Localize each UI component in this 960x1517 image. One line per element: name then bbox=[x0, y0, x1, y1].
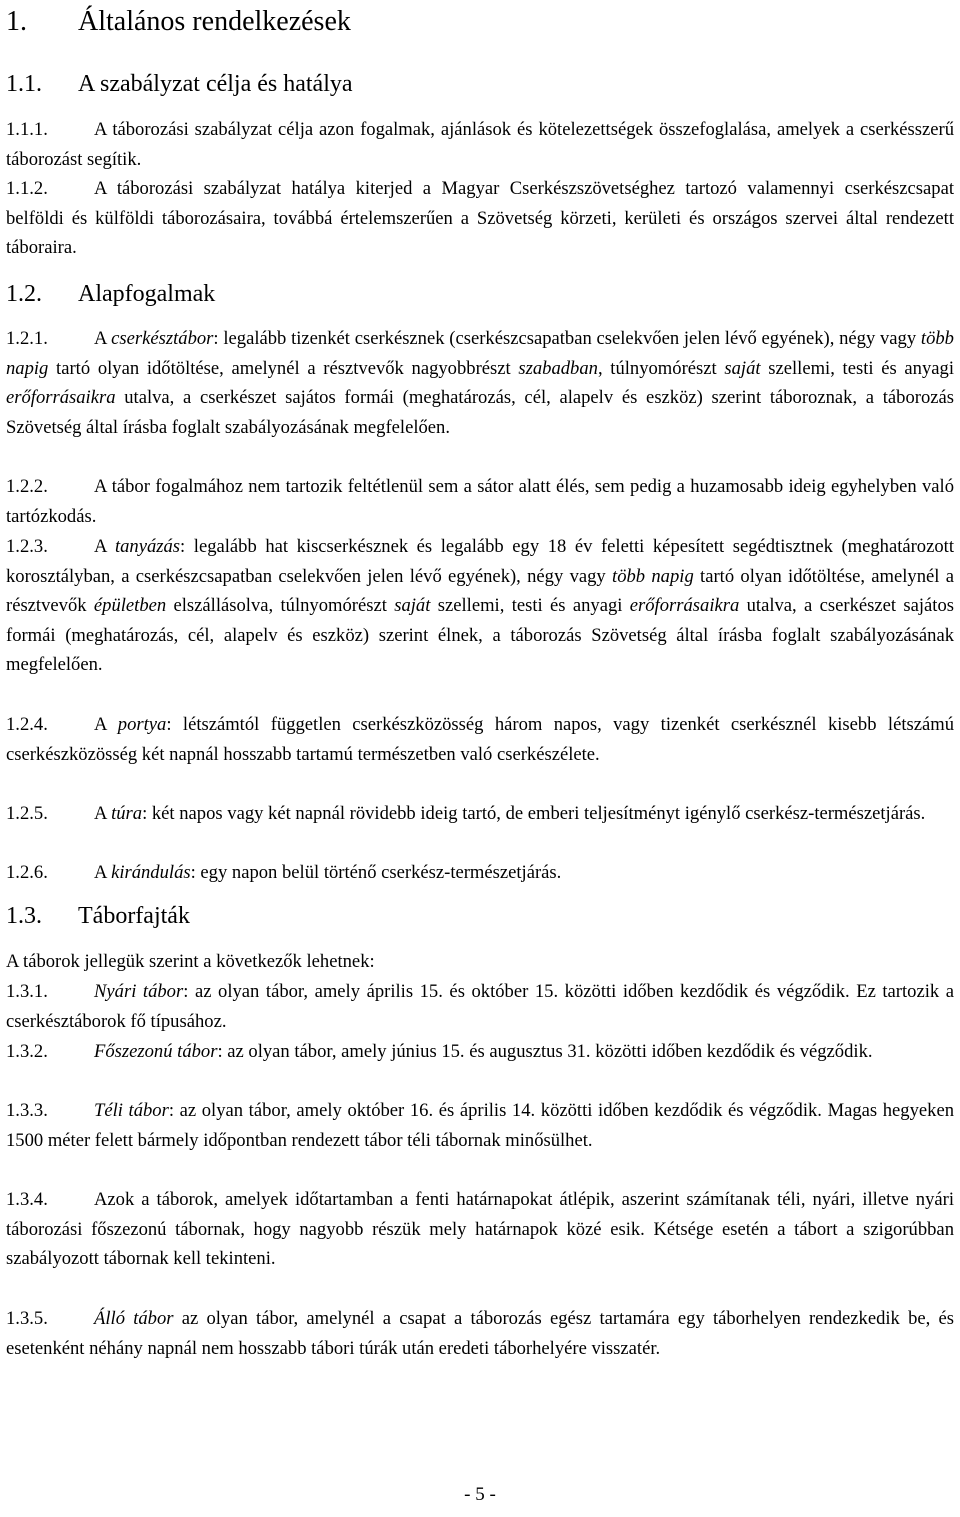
defined-term: kirándulás bbox=[111, 862, 191, 883]
paragraph-1-3-2 bbox=[6, 1037, 954, 1067]
paragraph-number: 1.3.4. bbox=[6, 1189, 48, 1210]
paragraph-number: 1.3.3. bbox=[6, 1100, 48, 1121]
section-title: Táborfajták bbox=[78, 903, 190, 929]
text-run: szellemi, testi és anyagi bbox=[760, 357, 954, 379]
section-title: Alapfogalmak bbox=[78, 281, 216, 307]
paragraph-number: 1.2.3. bbox=[6, 536, 48, 557]
emphasis: épületben bbox=[93, 595, 167, 617]
paragraph-1-2-5 bbox=[6, 799, 954, 829]
chapter-number: 1. bbox=[6, 6, 27, 37]
paragraph-number: 1.2.5. bbox=[6, 803, 48, 824]
paragraph-number: 1.2.4. bbox=[6, 714, 48, 735]
paragraph-text: Azok a táborok, amelyek időtartamban a fenti határnapokat átlépik, aszerint számítanak téli, nyári, illetve nyári táborozási főszezonú tábornak, hogy nagyobb részük mely határnapok közé esik. Kétsége esetén a tábort a szigorúbban szabályozott tábornak kell tekinteni. bbox=[6, 1189, 954, 1270]
section-heading-1-1 bbox=[6, 70, 353, 98]
paragraph-1-1-2 bbox=[6, 174, 954, 263]
section-heading-1-2 bbox=[6, 280, 215, 308]
section-number: 1.3. bbox=[6, 903, 42, 929]
text-run: : az olyan tábor, amely április 15. és október 15. közötti időben kezdődik és végződik. Ez tartozik a cserkésztáborok fő típusához. bbox=[6, 981, 955, 1032]
section-heading-1-3 bbox=[6, 902, 190, 930]
paragraph-1-3-5 bbox=[6, 1304, 954, 1363]
text-run: utalva, a cserkészet sajátos formái (meghatározás, cél, alapelv és eszköz) szerint élnek, a táborozás Szövetség által írásba foglalt szabályozásának megfelelően. bbox=[6, 595, 954, 676]
text-run: A bbox=[94, 536, 115, 557]
text-run: A bbox=[94, 803, 112, 824]
text-run: utalva, a cserkészet sajátos formái (meghatározás, cél, alapelv és eszköz) szerint táboroznak, a táborozás Szövetség által írásba foglalt szabályozásának megfelelően. bbox=[6, 387, 954, 438]
text-run: elszállásolva, túlnyomórészt bbox=[166, 595, 395, 617]
emphasis: saját bbox=[394, 595, 431, 617]
emphasis: szabadban bbox=[518, 357, 598, 379]
text-run: : létszámtól független cserkészközösség három napos, vagy tizenkét cserkésznél kisebb létszámú cserkészközösség két napnál hosszabb tartamú természetben való cserkészélete. bbox=[6, 714, 954, 765]
emphasis: saját bbox=[724, 357, 761, 379]
emphasis: erőforrásaikra bbox=[6, 387, 116, 409]
paragraph-1-2-4 bbox=[6, 710, 954, 769]
paragraph-number: 1.2.6. bbox=[6, 862, 48, 883]
text-run: A bbox=[94, 714, 118, 735]
text-run: : legalább tizenkét cserkésznek (cserkészcsapatban cselekvően jelen lévő egyének), négy vagy bbox=[213, 328, 921, 349]
paragraph-1-3-3 bbox=[6, 1096, 954, 1155]
text-run: az olyan tábor, amelynél a csapat a táborozás egész tartamára egy táborhelyen rendezkedik be, és esetenként néhány napnál nem hosszabb tábori túrák után eredeti táborhelyére visszatér. bbox=[6, 1308, 955, 1359]
text-run: : két napos vagy két napnál rövidebb ideig tartó, de emberi teljesítményt igénylő cserkész-természetjárás. bbox=[142, 803, 926, 824]
chapter-title: Általános rendelkezések bbox=[78, 6, 351, 37]
paragraph-number: 1.3.2. bbox=[6, 1041, 48, 1062]
paragraph-number: 1.1.2. bbox=[6, 178, 48, 199]
paragraph-number: 1.2.2. bbox=[6, 476, 48, 497]
paragraph-1-2-3 bbox=[6, 532, 954, 680]
emphasis: több napig bbox=[6, 328, 954, 379]
text-run: A bbox=[94, 328, 112, 349]
text-run: , túlnyomórészt bbox=[597, 357, 725, 379]
paragraph-number: 1.3.1. bbox=[6, 981, 48, 1002]
defined-term: Téli tábor bbox=[94, 1100, 169, 1121]
paragraph-number: 1.2.1. bbox=[6, 328, 48, 349]
section-title: A szabályzat célja és hatálya bbox=[78, 71, 353, 97]
paragraph-1-1-1 bbox=[6, 115, 954, 174]
text-run: : legalább hat kiscserkésznek és legalább egy 18 év feletti képesített segédtisztnek (meghatározott korosztályban, a cserkészcsapatban cselekvően jelen lévő egyének), négy vagy bbox=[6, 536, 954, 587]
paragraph-text: A táborozási szabályzat hatálya kiterjed a Magyar Cserkészszövetséghez tartozó valamennyi cserkészcsapat belföldi és külföldi táborozásaira, továbbá értelemszerűen a Szövetség körzeti, kerületi és országos szervei által rendezett táboraira. bbox=[6, 178, 954, 259]
paragraph-text: A tábor fogalmához nem tartozik feltétlenül sem a sátor alatt élés, sem pedig a huzamosabb ideig egyhelyben való tartózkodás. bbox=[6, 476, 954, 527]
emphasis: erőforrásaikra bbox=[629, 595, 740, 617]
paragraph-1-2-2 bbox=[6, 472, 954, 531]
text-run: : egy napon belül történő cserkész-természetjárás. bbox=[190, 862, 562, 883]
paragraph-1-2-6 bbox=[6, 858, 954, 888]
defined-term: tanyázás bbox=[114, 536, 181, 557]
defined-term: túra bbox=[111, 803, 143, 824]
page-number: - 5 - bbox=[464, 1484, 496, 1505]
emphasis: több napig bbox=[612, 565, 694, 587]
text-run: A bbox=[94, 862, 112, 883]
text-run: tartó olyan időtöltése, amelynél a résztvevők nagyobbrészt bbox=[48, 357, 519, 379]
paragraph-1-2-1 bbox=[6, 324, 954, 442]
defined-term: cserkésztábor bbox=[111, 328, 214, 349]
defined-term: Nyári tábor bbox=[94, 981, 184, 1002]
paragraph-number: 1.3.5. bbox=[6, 1308, 48, 1329]
paragraph-1-3-4 bbox=[6, 1185, 954, 1274]
chapter-heading bbox=[6, 6, 351, 38]
section-number: 1.1. bbox=[6, 71, 42, 97]
defined-term: portya bbox=[117, 714, 167, 735]
defined-term: Főszezonú tábor bbox=[94, 1041, 218, 1062]
defined-term: Álló tábor bbox=[94, 1308, 174, 1329]
paragraph-text: A táborozási szabályzat célja azon fogalmak, ajánlások és kötelezettségek összefoglalása, amelyek a cserkésszerű táborozást segítik. bbox=[6, 119, 954, 170]
paragraph-1-3-1 bbox=[6, 977, 954, 1036]
section-intro: A táborok jellegük szerint a következők lehetnek: bbox=[6, 951, 375, 972]
text-run: szellemi, testi és anyagi bbox=[430, 595, 630, 617]
paragraph-number: 1.1.1. bbox=[6, 119, 48, 140]
text-run: tartó olyan időtöltése, amelynél a résztvevők bbox=[6, 565, 954, 617]
text-run: : az olyan tábor, amely október 16. és április 14. közötti időben kezdődik és végződik. Magas hegyeken 1500 méter felett bármely időpontban rendezett tábor téli tábornak minősülhet. bbox=[6, 1100, 954, 1151]
text-run: : az olyan tábor, amely június 15. és augusztus 31. közötti időben kezdődik és végződik. bbox=[217, 1041, 873, 1062]
section-number: 1.2. bbox=[6, 281, 42, 307]
